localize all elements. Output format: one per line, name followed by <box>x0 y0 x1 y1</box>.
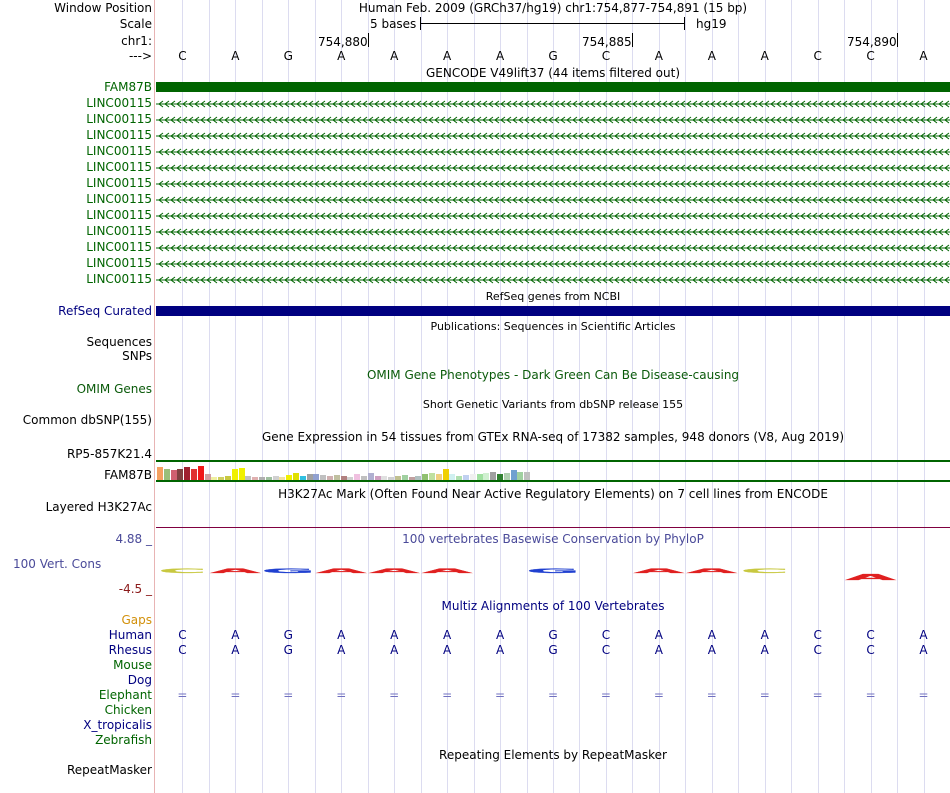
strand-label: ---> <box>128 49 152 63</box>
gtex-expression-bars[interactable] <box>156 462 950 480</box>
alignment-base: G <box>548 628 558 642</box>
tick-label-754885: 754,885 <box>582 35 632 49</box>
alignment-base: = <box>759 688 770 702</box>
snps-label[interactable]: SNPs <box>122 349 152 363</box>
gtex-tissue-bar[interactable] <box>504 473 510 480</box>
alignment-base: A <box>390 643 399 657</box>
species-label[interactable]: X_tropicalis <box>83 718 152 732</box>
multiz-track-title[interactable]: Multiz Alignments of 100 Vertebrates <box>441 599 665 613</box>
reference-base: A <box>919 49 928 63</box>
phylop-min-label: -4.5 _ <box>118 582 152 596</box>
reference-base: C <box>178 49 187 63</box>
phylop-label[interactable]: 100 Vert. Cons <box>13 557 102 571</box>
scale-bar-left-cap <box>420 17 421 30</box>
refseq-track-title[interactable]: RefSeq genes from NCBI <box>485 290 621 303</box>
gencode-gene-label[interactable]: LINC00115 <box>86 192 152 206</box>
species-label[interactable]: Mouse <box>113 658 152 672</box>
alignment-base: C <box>866 643 875 657</box>
phylop-track-title[interactable]: 100 vertebrates Basewise Conservation by PhyloP <box>402 532 704 546</box>
h3k27ac-signal-line <box>156 527 950 528</box>
reference-base: C <box>813 49 822 63</box>
linc00115-gene-arrows[interactable] <box>156 96 950 286</box>
phylop-logo-letter: A <box>422 567 473 575</box>
alignment-base: = <box>336 688 347 702</box>
alignment-base: A <box>707 628 716 642</box>
phylop-logo-letter: A <box>686 567 737 575</box>
phylop-logo-letter: A <box>633 567 684 575</box>
gencode-gene-label[interactable]: LINC00115 <box>86 240 152 254</box>
reference-base: A <box>443 49 452 63</box>
gencode-gene-label[interactable]: LINC00115 <box>86 208 152 222</box>
gtex-label-fam87b[interactable]: FAM87B <box>104 468 152 482</box>
gtex-tissue-bar[interactable] <box>524 472 530 480</box>
alignment-base: G <box>283 643 293 657</box>
alignment-base: A <box>760 643 769 657</box>
fam87b-gene-bar[interactable] <box>156 82 950 92</box>
gtex-tissue-bar[interactable] <box>511 470 517 480</box>
tick-label-754890: 754,890 <box>847 35 897 49</box>
phylop-logo-letter: G <box>261 567 315 575</box>
h3k27ac-label[interactable]: Layered H3K27Ac <box>45 500 152 514</box>
reference-base: A <box>337 49 346 63</box>
gtex-tissue-bar[interactable] <box>198 466 204 480</box>
reference-base: A <box>390 49 399 63</box>
alignment-base: A <box>337 628 346 642</box>
alignment-base: C <box>601 628 611 642</box>
sequences-label[interactable]: Sequences <box>86 335 152 349</box>
alignment-base: = <box>442 688 453 702</box>
gencode-gene-label[interactable]: FAM87B <box>104 80 152 94</box>
gencode-gene-label[interactable]: LINC00115 <box>86 112 152 126</box>
scale-bar-right-cap <box>684 17 685 30</box>
species-label[interactable]: Zebrafish <box>95 733 152 747</box>
scale-bases-text: 5 bases <box>370 17 417 31</box>
reference-base: G <box>548 49 558 63</box>
gtex-tissue-bar[interactable] <box>483 473 489 480</box>
gtex-tissue-bar[interactable] <box>517 472 523 480</box>
gencode-gene-label[interactable]: LINC00115 <box>86 256 152 270</box>
scale-bar <box>420 23 684 24</box>
gencode-gene-label[interactable]: LINC00115 <box>86 128 152 142</box>
gencode-gene-label[interactable]: LINC00115 <box>86 144 152 158</box>
alignment-base: A <box>654 628 663 642</box>
species-label[interactable]: Elephant <box>98 688 152 702</box>
alignment-base: A <box>654 643 663 657</box>
reference-base: A <box>231 49 240 63</box>
alignment-base: = <box>230 688 241 702</box>
refseq-label[interactable]: RefSeq Curated <box>58 304 152 318</box>
tick-mark-754880 <box>368 33 369 47</box>
alignment-base: G <box>548 643 558 657</box>
window-position-label: Window Position <box>54 1 152 15</box>
repeatmasker-track-title[interactable]: Repeating Elements by RepeatMasker <box>439 748 667 762</box>
gtex-tissue-bar[interactable] <box>368 473 374 480</box>
alignment-base: = <box>918 688 929 702</box>
reference-base: C <box>601 49 611 63</box>
phylop-logo-letter: C <box>158 567 207 575</box>
gtex-tissue-bar[interactable] <box>490 472 496 480</box>
phylop-logo-letter: C <box>740 567 789 575</box>
alignment-base: A <box>231 643 240 657</box>
h3k27ac-track-title[interactable]: H3K27Ac Mark (Often Found Near Active Regulatory Elements) on 7 cell lines from ENCODE <box>278 487 828 501</box>
alignment-base: C <box>813 643 822 657</box>
phylop-logo-letter: A <box>369 567 420 575</box>
phylop-logo[interactable] <box>156 560 950 586</box>
reference-base: A <box>707 49 716 63</box>
gtex-bottom-border <box>156 480 950 482</box>
tick-mark-754890 <box>897 33 898 47</box>
window-position-value: Human Feb. 2009 (GRCh37/hg19) chr1:754,877-754,891 (15 bp) <box>358 1 748 15</box>
alignment-base: A <box>231 628 240 642</box>
tick-label-754880: 754,880 <box>318 35 368 49</box>
phylop-logo-letter: A <box>845 572 896 582</box>
alignment-base: = <box>865 688 876 702</box>
label-divider <box>154 0 155 793</box>
gaps-label[interactable]: Gaps <box>121 613 152 627</box>
alignment-base: C <box>866 628 875 642</box>
gencode-gene-label[interactable]: LINC00115 <box>86 96 152 110</box>
dbsnp-track-title[interactable]: Short Genetic Variants from dbSNP release 155 <box>422 398 684 411</box>
alignment-base: C <box>178 628 187 642</box>
gencode-gene-label[interactable]: LINC00115 <box>86 160 152 174</box>
alignment-base: G <box>283 628 293 642</box>
gtex-tissue-bar[interactable] <box>177 469 183 480</box>
gtex-tissue-bar[interactable] <box>239 468 245 480</box>
species-label[interactable]: Chicken <box>104 703 152 717</box>
gtex-tissue-bar[interactable] <box>443 469 449 480</box>
alignment-base: A <box>919 643 928 657</box>
alignment-base: = <box>283 688 294 702</box>
reference-base: C <box>866 49 875 63</box>
reference-base: A <box>654 49 663 63</box>
gtex-tissue-bar[interactable] <box>164 469 170 480</box>
reference-base: G <box>283 49 293 63</box>
alignment-base: A <box>337 643 346 657</box>
alignment-base: = <box>600 688 611 702</box>
omim-track-title[interactable]: OMIM Gene Phenotypes - Dark Green Can Be Disease-causing <box>366 368 740 382</box>
gtex-tissue-bar[interactable] <box>429 473 435 480</box>
alignment-base: = <box>495 688 506 702</box>
refseq-gene-bar[interactable] <box>156 306 950 316</box>
alignment-base: = <box>389 688 400 702</box>
gtex-tissue-bar[interactable] <box>293 473 299 480</box>
alignment-base: C <box>601 643 611 657</box>
phylop-logo-letter: G <box>526 567 580 575</box>
alignment-base: A <box>443 628 452 642</box>
gtex-tissue-bar[interactable] <box>232 469 238 480</box>
alignment-base: = <box>653 688 664 702</box>
reference-base: A <box>495 49 505 63</box>
species-label[interactable]: Human <box>108 628 152 642</box>
gencode-gene-label[interactable]: LINC00115 <box>86 176 152 190</box>
publications-track-title[interactable]: Publications: Sequences in Scientific Articles <box>430 320 676 333</box>
scale-assembly-text: hg19 <box>696 17 727 31</box>
alignment-base: = <box>177 688 188 702</box>
phylop-logo-letter: A <box>210 567 261 575</box>
gtex-tissue-bar[interactable] <box>171 470 177 480</box>
scale-label: Scale <box>119 17 152 31</box>
gtex-label-rp5[interactable]: RP5-857K21.4 <box>66 447 152 461</box>
tick-mark-754885 <box>632 33 633 47</box>
alignment-base: C <box>813 628 822 642</box>
gencode-gene-label[interactable]: LINC00115 <box>86 224 152 238</box>
alignment-base: = <box>812 688 823 702</box>
alignment-base: = <box>547 688 559 702</box>
reference-base: A <box>760 49 769 63</box>
repeatmasker-label[interactable]: RepeatMasker <box>66 763 152 777</box>
alignment-base: C <box>178 643 187 657</box>
gtex-tissue-bar[interactable] <box>157 467 163 480</box>
alignment-base: = <box>706 688 717 702</box>
alignment-base: A <box>495 628 505 642</box>
gtex-track-title[interactable]: Gene Expression in 54 tissues from GTEx RNA-seq of 17382 samples, 948 donors (V8, Aug 2019) <box>261 430 845 444</box>
alignment-base: A <box>707 643 716 657</box>
alignment-base: A <box>919 628 928 642</box>
alignment-base: A <box>760 628 769 642</box>
dbsnp-label[interactable]: Common dbSNP(155) <box>22 413 152 427</box>
phylop-logo-letter: A <box>316 567 367 575</box>
phylop-max-label: 4.88 _ <box>115 532 152 546</box>
alignment-base: A <box>443 643 452 657</box>
gencode-gene-label[interactable]: LINC00115 <box>86 272 152 286</box>
gtex-tissue-bar[interactable] <box>184 467 190 480</box>
gtex-tissue-bar[interactable] <box>191 469 197 480</box>
species-label[interactable]: Dog <box>127 673 152 687</box>
alignment-base: A <box>390 628 399 642</box>
species-label[interactable]: Rhesus <box>108 643 152 657</box>
chromosome-label: chr1: <box>121 34 152 48</box>
gencode-track-title[interactable]: GENCODE V49lift37 (44 items filtered out) <box>425 66 680 80</box>
omim-label[interactable]: OMIM Genes <box>76 382 152 396</box>
alignment-base: A <box>495 643 505 657</box>
